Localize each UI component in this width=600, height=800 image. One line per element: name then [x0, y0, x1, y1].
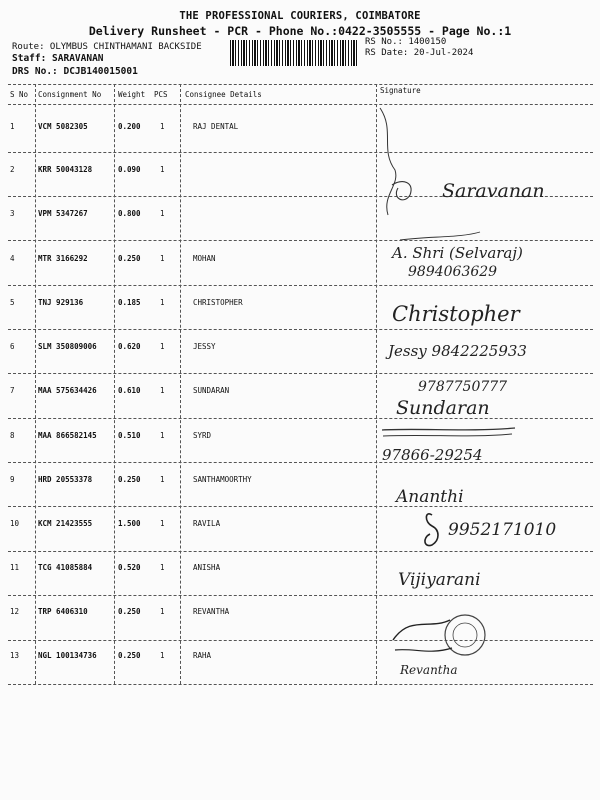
consignee-cell: CHRISTOPHER	[193, 298, 243, 307]
weight-cell: 0.510	[118, 431, 141, 440]
sno-cell: 11	[10, 563, 20, 572]
consignment-cell: KRR 50043128	[38, 165, 93, 174]
weight-cell: 0.250	[118, 607, 141, 616]
sno-cell: 7	[10, 386, 15, 395]
sno-cell: 2	[10, 165, 15, 174]
weight-cell: 1.500	[118, 519, 141, 528]
signature-row9: Ananthi	[396, 487, 464, 507]
weight-cell: 0.185	[118, 298, 141, 307]
sno-cell: 4	[10, 254, 15, 263]
consignment-cell: MTR 3166292	[38, 254, 88, 263]
signature-row4: A. Shri (Selvaraj)	[392, 244, 523, 262]
sno-cell: 5	[10, 298, 15, 307]
signature-row11: Vijiyarani	[398, 570, 481, 590]
consignee-cell: RAJ DENTAL	[193, 122, 239, 131]
weight-cell: 0.250	[118, 475, 141, 484]
header-pcs: PCS	[154, 90, 168, 99]
header-weight: Weight	[118, 90, 146, 99]
header-consignee: Consignee Details	[185, 90, 262, 99]
consignee-cell: MOHAN	[193, 254, 216, 263]
pcs-cell: 1	[160, 431, 165, 440]
consignment-cell: KCM 21423555	[38, 519, 93, 528]
rs-date: RS Date: 20-Jul-2024	[365, 48, 474, 58]
consignee-cell: SYRD	[193, 431, 212, 440]
consignee-cell: SUNDARAN	[193, 386, 230, 395]
signature-row13: Revantha	[400, 663, 458, 677]
pcs-cell: 1	[160, 254, 165, 263]
sno-cell: 1	[10, 122, 15, 131]
consignment-cell: MAA 575634426	[38, 386, 97, 395]
pcs-cell: 1	[160, 475, 165, 484]
consignment-cell: TNJ 929136	[38, 298, 84, 307]
header-sno: S No	[10, 90, 29, 99]
pcs-cell: 1	[160, 122, 165, 131]
weight-cell: 0.800	[118, 209, 141, 218]
drs-number: DRS No.: DCJB140015001	[12, 66, 138, 77]
consignee-cell: RAVILA	[193, 519, 221, 528]
pcs-cell: 1	[160, 386, 165, 395]
weight-cell: 0.200	[118, 122, 141, 131]
consignment-cell: SLM 350809006	[38, 342, 97, 351]
signature-row8-phone: 97866-29254	[382, 446, 483, 464]
weight-cell: 0.620	[118, 342, 141, 351]
sno-cell: 10	[10, 519, 20, 528]
sno-cell: 6	[10, 342, 15, 351]
pcs-cell: 1	[160, 298, 165, 307]
consignment-cell: TCG 41085884	[38, 563, 93, 572]
pcs-cell: 1	[160, 209, 165, 218]
sno-cell: 3	[10, 209, 15, 218]
weight-cell: 0.250	[118, 651, 141, 660]
consignment-cell: HRD 20553378	[38, 475, 93, 484]
weight-cell: 0.520	[118, 563, 141, 572]
consignee-cell: ANISHA	[193, 563, 221, 572]
signature-row7: Sundaran	[396, 397, 490, 419]
rs-number: RS No.: 1400150	[365, 37, 447, 47]
weight-cell: 0.610	[118, 386, 141, 395]
sno-cell: 9	[10, 475, 15, 484]
consignee-cell: JESSY	[193, 342, 216, 351]
runsheet-title: Delivery Runsheet - PCR - Phone No.:0422-3505555 - Page No.:1	[88, 24, 512, 38]
sno-cell: 12	[10, 607, 20, 616]
weight-cell: 0.090	[118, 165, 141, 174]
header-signature: Signature	[380, 86, 421, 95]
pcs-cell: 1	[160, 607, 165, 616]
weight-cell: 0.250	[118, 254, 141, 263]
consignee-cell: RAHA	[193, 651, 212, 660]
signature-row2: Saravanan	[442, 180, 545, 202]
pcs-cell: 1	[160, 519, 165, 528]
header-consignment: Consignment No	[38, 90, 102, 99]
consignment-cell: VCM 5082305	[38, 122, 88, 131]
route: Route: OLYMBUS CHINTHAMANI BACKSIDE	[12, 42, 202, 52]
signature-row7-phone: 9787750777	[418, 379, 508, 395]
consignment-cell: VPM 5347267	[38, 209, 88, 218]
pcs-cell: 1	[160, 342, 165, 351]
consignee-cell: REVANTHA	[193, 607, 230, 616]
signature-row10-phone: 9952171010	[448, 520, 557, 540]
pcs-cell: 1	[160, 563, 165, 572]
signature-row6: Jessy 9842225933	[388, 342, 527, 360]
sno-cell: 8	[10, 431, 15, 440]
consignee-cell: SANTHAMOORTHY	[193, 475, 252, 484]
staff: Staff: SARAVANAN	[12, 53, 104, 64]
consignment-cell: TRP 6406310	[38, 607, 88, 616]
consignment-cell: MAA 866582145	[38, 431, 97, 440]
signature-row4-phone: 9894063629	[408, 264, 498, 280]
sno-cell: 13	[10, 651, 20, 660]
signature-row5: Christopher	[392, 302, 520, 326]
pcs-cell: 1	[160, 165, 165, 174]
pcs-cell: 1	[160, 651, 165, 660]
consignment-cell: NGL 100134736	[38, 651, 97, 660]
company-name: THE PROFESSIONAL COURIERS, COIMBATORE	[179, 10, 421, 22]
